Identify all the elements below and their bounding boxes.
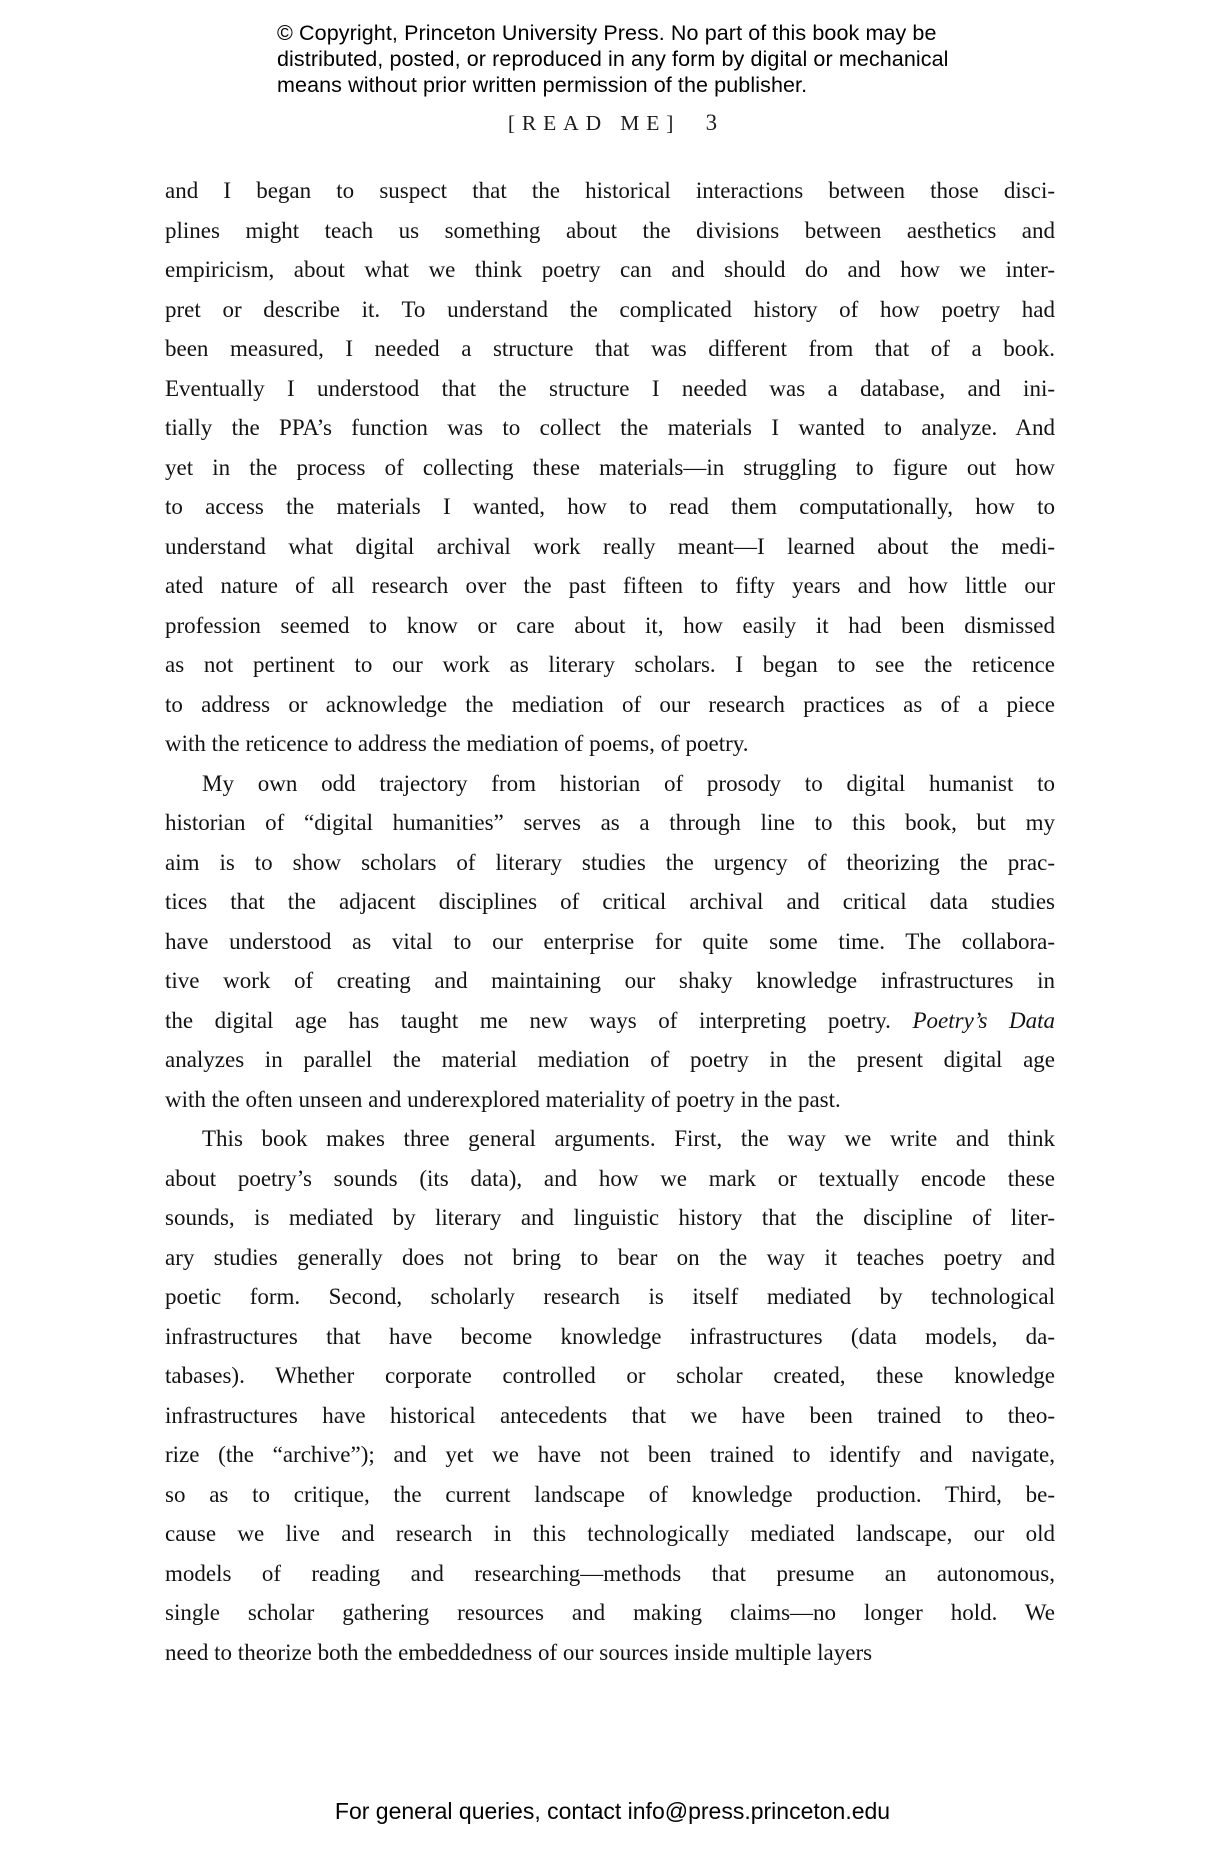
text-line: tially the PPA’s function was to collect the materials I wanted to analyze. And	[165, 415, 1055, 440]
text-line: infrastructures that have become knowledge infrastructures (data models, da-	[165, 1323, 1055, 1349]
text-line: profession seemed to know or care about it, how easily it had been dismissed	[165, 612, 1055, 638]
footer-contact-text: For general queries, contact info@press.princeton.edu	[334, 1798, 891, 1824]
text-line: empiricism, about what we think poetry can and should do and how we inter-	[165, 257, 1055, 282]
text-line: to address or acknowledge the mediation of our research practices as of a piece	[165, 691, 1055, 717]
chapter-title: [READ ME]	[507, 111, 681, 135]
paragraph	[165, 764, 1055, 1120]
text-line: as not pertinent to our work as literary scholars. I began to see the reticence	[165, 652, 1055, 677]
text-line: rize (the “archive”); and yet we have not been trained to identify and navigate,	[165, 1442, 1055, 1467]
text-line: cause we live and research in this technologically mediated landscape, our old	[165, 1521, 1055, 1546]
copyright-notice	[277, 20, 949, 98]
text-line: understand what digital archival work really meant—I learned about the medi-	[165, 533, 1055, 559]
text-line: models of reading and researching—methods that presume an autonomous,	[165, 1560, 1055, 1586]
book-title-italic: Poetry’s Data	[912, 1007, 1055, 1033]
copyright-line: © Copyright, Princeton University Press. No part of this book may be	[277, 21, 937, 45]
text-line: analyzes in parallel the material mediation of poetry in the present digital age	[165, 1047, 1055, 1072]
text-line: about poetry’s sounds (its data), and how we mark or textually encode these	[165, 1165, 1055, 1191]
text-line: tices that the adjacent disciplines of critical archival and critical data studies	[165, 889, 1055, 914]
text-line: This book makes three general arguments. First, the way we write and think	[202, 1126, 1055, 1151]
text-line: sounds, is mediated by literary and linguistic history that the discipline of liter-	[165, 1205, 1055, 1230]
text-line: tabases). Whether corporate controlled or scholar created, these knowledge	[165, 1363, 1055, 1388]
text-line: ated nature of all research over the past fifteen to fifty years and how little our	[165, 573, 1055, 598]
paragraph	[165, 1119, 1055, 1672]
text-line: aim is to show scholars of literary studies the urgency of theorizing the prac-	[165, 849, 1055, 875]
text-line: plines might teach us something about the divisions between aesthetics and	[165, 217, 1055, 243]
text-line: single scholar gathering resources and making claims—no longer hold. We	[165, 1600, 1055, 1625]
copyright-line: distributed, posted, or reproduced in any form by digital or mechanical	[277, 47, 949, 71]
text-line: have understood as vital to our enterprise for quite some time. The collabora-	[165, 928, 1055, 954]
footer-contact	[0, 1798, 1225, 1825]
text-line: so as to critique, the current landscape of knowledge production. Third, be-	[165, 1481, 1055, 1507]
body-text	[165, 171, 1055, 1672]
page-number: 3	[705, 110, 718, 135]
text-line: with the reticence to address the mediation of poems, of poetry.	[165, 731, 749, 756]
copyright-line: means without prior written permission of the publisher.	[277, 73, 808, 97]
text-line: Eventually I understood that the structure I needed was a database, and ini-	[165, 375, 1055, 401]
text-line: been measured, I needed a structure that was different from that of a book.	[165, 336, 1055, 361]
text-line: ary studies generally does not bring to bear on the way it teaches poetry and	[165, 1244, 1055, 1270]
text-line: pret or describe it. To understand the complicated history of how poetry had	[165, 296, 1055, 322]
text-line: poetic form. Second, scholarly research is itself mediated by technological	[165, 1284, 1055, 1309]
text-line: the digital age has taught me new ways of interpreting poetry. Poetry’s Data	[165, 1007, 1055, 1033]
text-line: infrastructures have historical antecedents that we have been trained to theo-	[165, 1402, 1055, 1428]
running-header	[0, 110, 1225, 136]
text-line: with the often unseen and underexplored materiality of poetry in the past.	[165, 1086, 841, 1112]
text-line: need to theorize both the embeddedness of our sources inside multiple layers	[165, 1639, 873, 1665]
text-line: yet in the process of collecting these materials—in struggling to figure out how	[165, 454, 1055, 480]
text-line: My own odd trajectory from historian of prosody to digital humanist to	[202, 770, 1055, 796]
text-line: historian of “digital humanities” serves as a through line to this book, but my	[165, 810, 1055, 835]
text-line: to access the materials I wanted, how to read them computationally, how to	[165, 494, 1055, 519]
paragraph	[165, 171, 1055, 764]
text-line: tive work of creating and maintaining our shaky knowledge infrastructures in	[165, 968, 1055, 993]
text-line: and I began to suspect that the historical interactions between those disci-	[165, 178, 1055, 203]
